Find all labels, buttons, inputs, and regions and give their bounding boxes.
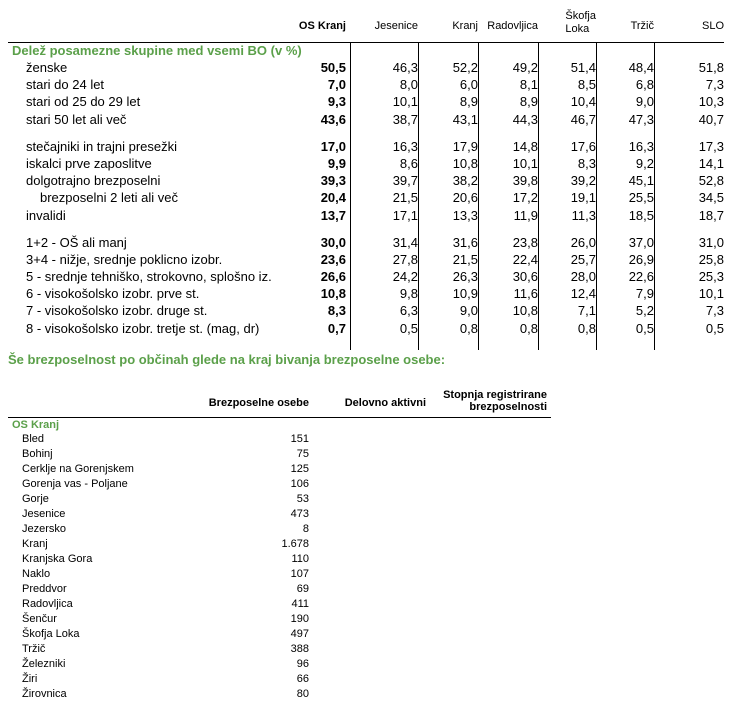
cell-value: 52,2 xyxy=(452,60,478,75)
col-header-trzic: Tržič xyxy=(630,20,654,32)
cell-value: 9,0 xyxy=(635,94,654,110)
cell-value: 26,6 xyxy=(320,269,346,285)
cell-value: 46,7 xyxy=(570,111,596,127)
cell-value: 8,9 xyxy=(459,94,478,110)
cell-value: 0,8 xyxy=(459,320,478,336)
cell-value: 45,1 xyxy=(628,173,654,189)
cell-value: 10,1 xyxy=(392,94,418,110)
table-body xyxy=(8,59,724,337)
cell-value: 11,3 xyxy=(571,207,596,223)
cell-value: 12,4 xyxy=(570,286,596,302)
list-item xyxy=(8,477,551,492)
cell-value: 25,5 xyxy=(628,190,654,206)
row-label: 7 - visokošolsko izobr. druge st. xyxy=(26,303,208,319)
unemployed-count: 473 xyxy=(290,508,309,520)
table-row xyxy=(8,234,724,251)
cell-value: 51,4 xyxy=(570,60,596,75)
cell-value: 47,3 xyxy=(628,111,654,127)
cell-value: 0,8 xyxy=(577,320,596,336)
cell-value: 49,2 xyxy=(512,60,538,75)
cell-value: 14,8 xyxy=(512,138,538,154)
col-header-slo: SLO xyxy=(701,20,724,32)
row-label: 5 - srednje tehniško, strokovno, splošno iz. xyxy=(26,269,272,285)
table-row xyxy=(8,93,724,110)
cell-value: 8,3 xyxy=(577,155,596,171)
cell-value: 9,2 xyxy=(635,155,654,171)
cell-value: 0,5 xyxy=(635,320,654,336)
section-title: Delež posamezne skupine med vsemi BO (v %) xyxy=(12,43,302,58)
table-row xyxy=(8,111,724,128)
cell-value: 30,6 xyxy=(512,269,538,285)
cell-value: 34,5 xyxy=(698,190,724,206)
cell-value: 6,0 xyxy=(459,77,478,93)
table-row xyxy=(8,268,724,285)
municipality-name: Naklo xyxy=(22,568,51,580)
unemployed-count: 53 xyxy=(296,493,309,505)
section2-title: Še brezposelnost po občinah glede na kraj bivanja brezposelne osebe: xyxy=(8,352,446,367)
cell-value: 20,6 xyxy=(452,190,478,206)
cell-value: 13,3 xyxy=(452,207,478,223)
cell-value: 51,8 xyxy=(698,60,724,75)
list-item xyxy=(8,567,551,582)
cell-value: 0,5 xyxy=(399,320,418,336)
unemployed-count: 190 xyxy=(290,613,309,625)
cell-value: 9,3 xyxy=(327,94,346,110)
cell-value: 7,3 xyxy=(705,77,724,93)
municipality-name: Tržič xyxy=(22,643,46,655)
cell-value: 0,7 xyxy=(327,320,346,336)
row-label: iskalci prve zaposlitve xyxy=(26,155,152,171)
cell-value: 17,0 xyxy=(320,138,346,154)
table-row xyxy=(8,155,724,172)
table-row xyxy=(8,138,724,155)
column-divider xyxy=(538,42,539,350)
cell-value: 24,2 xyxy=(392,269,418,285)
cell-value: 7,9 xyxy=(635,286,654,302)
cell-value: 25,7 xyxy=(570,251,596,267)
unemployment-share-table xyxy=(8,8,724,337)
unemployed-count: 125 xyxy=(290,463,309,475)
list-item xyxy=(8,447,551,462)
municipality-name: Preddvor xyxy=(22,583,67,595)
unemployed-count: 497 xyxy=(290,628,309,640)
municipality-name: Bled xyxy=(22,433,45,445)
table-row xyxy=(8,285,724,302)
municipality-name: Gorenja vas - Poljane xyxy=(22,478,128,490)
col-header-radovljica: Radovljica xyxy=(487,20,538,32)
cell-value: 31,0 xyxy=(698,234,724,250)
row-label: 8 - visokošolsko izobr. tretje st. (mag, dr) xyxy=(26,320,260,336)
row-label: 1+2 - OŠ ali manj xyxy=(26,234,127,250)
cell-value: 46,3 xyxy=(392,60,418,75)
unemployed-count: 75 xyxy=(296,448,309,460)
cell-value: 18,7 xyxy=(698,207,724,223)
cell-value: 21,5 xyxy=(392,190,418,206)
list-item xyxy=(8,612,551,627)
cell-value: 23,6 xyxy=(320,251,346,267)
row-label: stari od 25 do 29 let xyxy=(26,94,141,110)
cell-value: 44,3 xyxy=(512,111,538,127)
cell-value: 27,8 xyxy=(392,251,418,267)
cell-value: 31,4 xyxy=(392,234,418,250)
cell-value: 17,1 xyxy=(392,207,418,223)
cell-value: 6,3 xyxy=(399,303,418,319)
unemployed-count: 69 xyxy=(296,583,309,595)
municipality-name: Radovljica xyxy=(22,598,73,610)
list-item xyxy=(8,672,551,687)
cell-value: 10,8 xyxy=(452,155,478,171)
row-label: ženske xyxy=(26,60,68,75)
cell-value: 20,4 xyxy=(320,190,346,206)
row-label: stečajniki in trajni presežki xyxy=(26,138,178,154)
row-label: stari 50 let ali več xyxy=(26,111,127,127)
table-row xyxy=(8,251,724,268)
cell-value: 50,5 xyxy=(320,60,346,75)
municipality-name: Cerklje na Gorenjskem xyxy=(22,463,134,475)
col-header-os-kranj: OS Kranj xyxy=(298,20,346,32)
col-header-employed: Delovno aktivni xyxy=(344,397,426,409)
municipality-name: Kranjska Gora xyxy=(22,553,93,565)
cell-value: 10,4 xyxy=(570,94,596,110)
cell-value: 9,8 xyxy=(399,286,418,302)
unemployed-count: 96 xyxy=(296,658,309,670)
cell-value: 26,3 xyxy=(452,269,478,285)
municipality-name: Železniki xyxy=(22,658,66,670)
cell-value: 16,3 xyxy=(628,138,654,154)
cell-value: 9,0 xyxy=(459,303,478,319)
unemployed-count: 80 xyxy=(296,688,309,700)
municipality-name: Žirovnica xyxy=(22,688,67,700)
list-item xyxy=(8,657,551,672)
list-item xyxy=(8,432,551,447)
col-header-rate: Stopnja registrirane brezposelnosti xyxy=(443,389,547,413)
table2-body xyxy=(8,432,551,702)
column-divider xyxy=(654,42,655,350)
cell-value: 10,8 xyxy=(512,303,538,319)
table-row xyxy=(8,320,724,337)
table-header xyxy=(8,8,724,43)
cell-value: 11,9 xyxy=(513,207,538,223)
cell-value: 31,6 xyxy=(452,234,478,250)
list-item xyxy=(8,582,551,597)
cell-value: 39,8 xyxy=(512,173,538,189)
row-label: invalidi xyxy=(26,207,66,223)
cell-value: 0,8 xyxy=(519,320,538,336)
cell-value: 19,1 xyxy=(570,190,596,206)
cell-value: 22,6 xyxy=(628,269,654,285)
municipality-name: Gorje xyxy=(22,493,49,505)
group-label: OS Kranj xyxy=(12,419,60,431)
cell-value: 7,3 xyxy=(705,303,724,319)
cell-value: 9,9 xyxy=(327,155,346,171)
cell-value: 7,1 xyxy=(577,303,596,319)
cell-value: 43,6 xyxy=(320,111,346,127)
cell-value: 23,8 xyxy=(512,234,538,250)
row-label: 3+4 - nižje, srednje poklicno izobr. xyxy=(26,251,223,267)
table-row xyxy=(8,189,724,206)
cell-value: 43,1 xyxy=(452,111,478,127)
table-row xyxy=(8,76,724,93)
cell-value: 10,9 xyxy=(452,286,478,302)
cell-value: 8,0 xyxy=(399,77,418,93)
table-row xyxy=(8,302,724,319)
col-header-skofja-loka: Škofja Loka xyxy=(565,10,596,35)
list-item xyxy=(8,687,551,702)
cell-value: 28,0 xyxy=(570,269,596,285)
cell-value: 8,5 xyxy=(577,77,596,93)
cell-value: 14,1 xyxy=(698,155,724,171)
table-row xyxy=(8,207,724,224)
unemployed-count: 106 xyxy=(290,478,309,490)
cell-value: 8,1 xyxy=(519,77,538,93)
table2-header xyxy=(8,386,551,418)
cell-value: 0,5 xyxy=(705,320,724,336)
cell-value: 8,3 xyxy=(327,303,346,319)
unemployed-count: 1.678 xyxy=(281,538,309,550)
municipality-table xyxy=(8,386,551,702)
list-item xyxy=(8,627,551,642)
col-header-jesenice: Jesenice xyxy=(374,20,418,32)
column-divider xyxy=(350,42,351,350)
unemployed-count: 110 xyxy=(291,553,309,565)
cell-value: 21,5 xyxy=(452,251,478,267)
cell-value: 30,0 xyxy=(320,234,346,250)
row-label: stari do 24 let xyxy=(26,77,105,93)
cell-value: 25,3 xyxy=(698,269,724,285)
cell-value: 16,3 xyxy=(392,138,418,154)
cell-value: 38,2 xyxy=(452,173,478,189)
cell-value: 8,6 xyxy=(399,155,418,171)
cell-value: 17,2 xyxy=(512,190,538,206)
cell-value: 10,3 xyxy=(698,94,724,110)
list-item xyxy=(8,642,551,657)
cell-value: 22,4 xyxy=(512,251,538,267)
municipality-name: Jesenice xyxy=(22,508,66,520)
list-item xyxy=(8,462,551,477)
cell-value: 48,4 xyxy=(628,60,654,75)
cell-value: 39,2 xyxy=(570,173,596,189)
column-divider xyxy=(478,42,479,350)
column-divider xyxy=(596,42,597,350)
unemployed-count: 388 xyxy=(290,643,309,655)
municipality-name: Škofja Loka xyxy=(22,628,80,640)
list-item xyxy=(8,507,551,522)
cell-value: 25,8 xyxy=(698,251,724,267)
cell-value: 26,0 xyxy=(570,234,596,250)
list-item xyxy=(8,492,551,507)
municipality-name: Žiri xyxy=(22,673,38,685)
cell-value: 17,3 xyxy=(698,138,724,154)
unemployed-count: 151 xyxy=(290,433,309,445)
municipality-name: Jezersko xyxy=(22,523,67,535)
cell-value: 10,1 xyxy=(512,155,538,171)
municipality-name: Bohinj xyxy=(22,448,53,460)
municipality-name: Šenčur xyxy=(22,613,57,625)
cell-value: 10,8 xyxy=(320,286,346,302)
group-spacer xyxy=(8,224,724,234)
row-label: 6 - visokošolsko izobr. prve st. xyxy=(26,286,200,302)
col-header-unemployed: Brezposelne osebe xyxy=(208,397,309,409)
cell-value: 39,7 xyxy=(392,173,418,189)
cell-value: 18,5 xyxy=(628,207,654,223)
row-label: dolgotrajno brezposelni xyxy=(26,173,161,189)
list-item xyxy=(8,537,551,552)
cell-value: 40,7 xyxy=(698,111,724,127)
list-item xyxy=(8,597,551,612)
cell-value: 17,6 xyxy=(570,138,596,154)
cell-value: 17,9 xyxy=(452,138,478,154)
cell-value: 38,7 xyxy=(392,111,418,127)
column-divider xyxy=(418,42,419,350)
group-spacer xyxy=(8,128,724,138)
row-label: brezposelni 2 leti ali več xyxy=(40,190,179,206)
unemployed-count: 66 xyxy=(296,673,309,685)
cell-value: 52,8 xyxy=(698,173,724,189)
municipality-name: Kranj xyxy=(22,538,48,550)
cell-value: 5,2 xyxy=(635,303,654,319)
list-item xyxy=(8,522,551,537)
table-row xyxy=(8,59,724,76)
cell-value: 11,6 xyxy=(513,286,538,302)
list-item xyxy=(8,552,551,567)
cell-value: 10,1 xyxy=(698,286,724,302)
cell-value: 39,3 xyxy=(320,173,346,189)
cell-value: 7,0 xyxy=(327,77,346,93)
unemployed-count: 8 xyxy=(302,523,309,535)
cell-value: 6,8 xyxy=(635,77,654,93)
cell-value: 37,0 xyxy=(628,234,654,250)
cell-value: 13,7 xyxy=(320,207,346,223)
cell-value: 8,9 xyxy=(519,94,538,110)
table-row xyxy=(8,172,724,189)
cell-value: 26,9 xyxy=(628,251,654,267)
col-header-kranj: Kranj xyxy=(452,20,478,32)
unemployed-count: 411 xyxy=(291,598,309,610)
unemployed-count: 107 xyxy=(290,568,309,580)
